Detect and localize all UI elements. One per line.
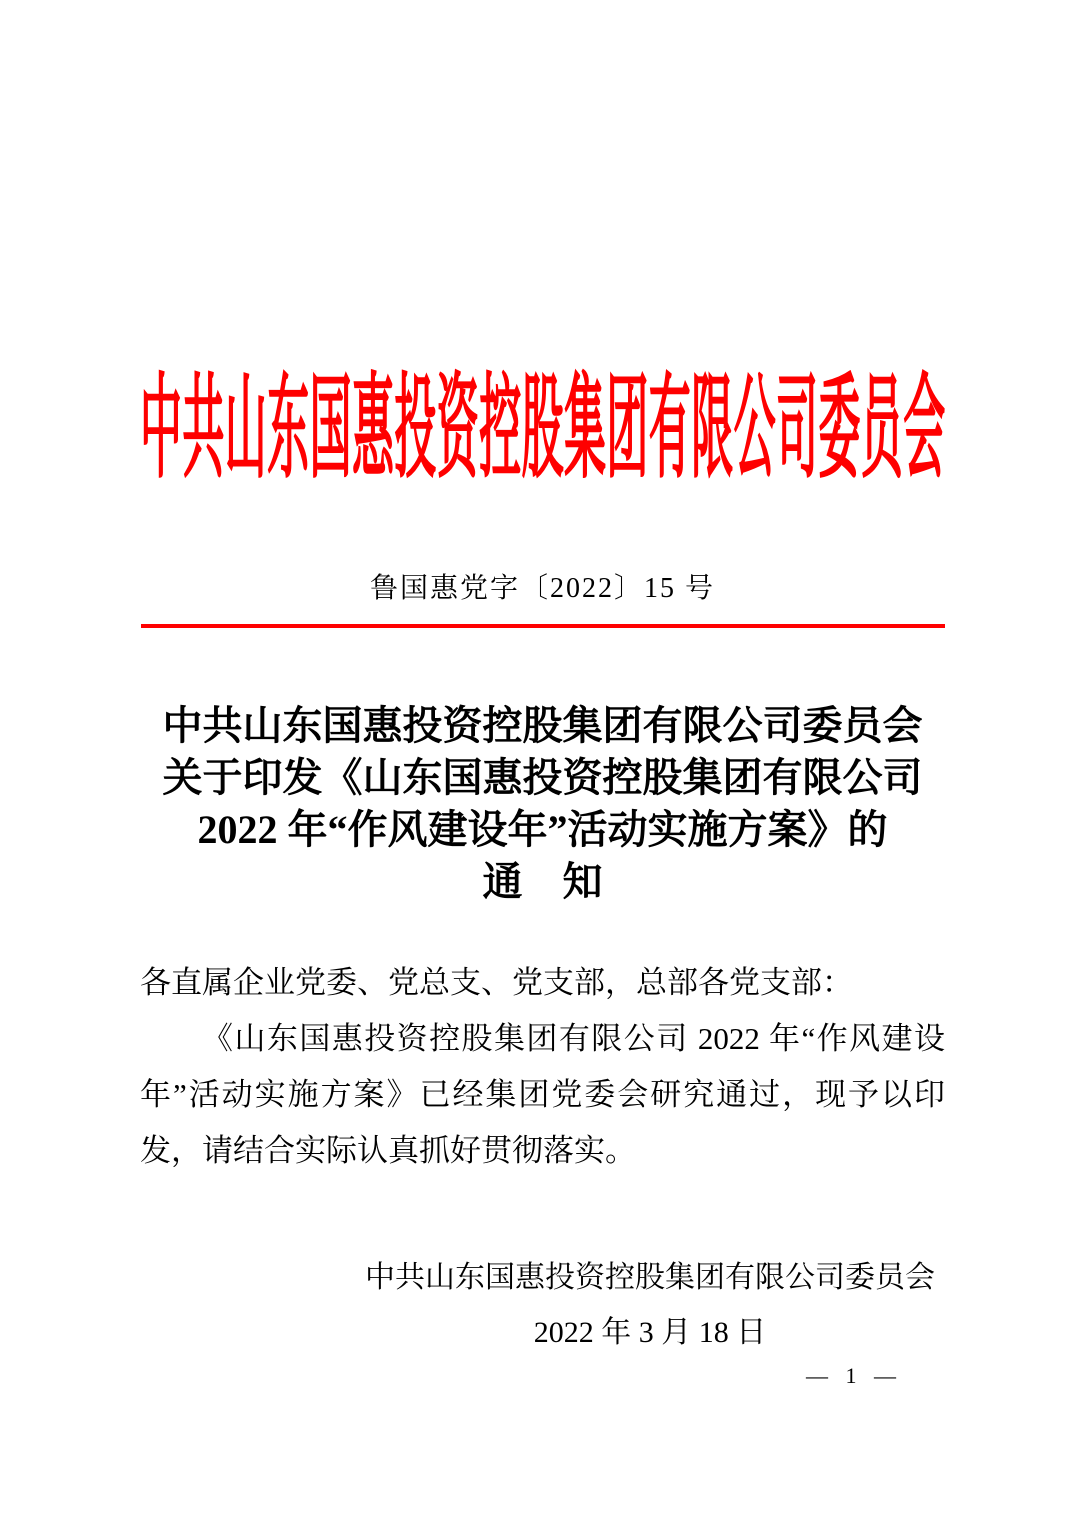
notice-body bbox=[140, 955, 945, 1179]
notice-title-line-2: 关于印发《山东国惠投资控股集团有限公司 bbox=[162, 755, 923, 800]
signature-block bbox=[140, 1250, 945, 1360]
letterhead-org-name: 中共山东国惠投资控股集团有限公司委员会 bbox=[140, 369, 946, 494]
doc-reference-number: 鲁国惠党字〔2022〕15 号 bbox=[369, 573, 715, 604]
signature-org: 中共山东国惠投资控股集团有限公司委员会 bbox=[365, 1261, 935, 1294]
signature-inner bbox=[365, 1250, 935, 1360]
signature-date: 2022 年 3 月 18 日 bbox=[533, 1316, 767, 1349]
notice-title bbox=[140, 700, 945, 908]
body-paragraph: 《山东国惠投资控股集团有限公司 2022 年“作风建设年”活动实施方案》已经集团党委会研究通过，现予以印发，请结合实际认真抓好贯彻落实。 bbox=[140, 1021, 945, 1168]
body-salutation: 各直属企业党委、党总支、党支部，总部各党支部： bbox=[140, 965, 853, 1000]
notice-title-line-4: 通 知 bbox=[482, 859, 603, 904]
red-separator-line bbox=[141, 624, 945, 628]
notice-title-line-1: 中共山东国惠投资控股集团有限公司委员会 bbox=[162, 703, 923, 748]
page-number: — 1 — bbox=[806, 1363, 902, 1388]
letterhead bbox=[140, 369, 946, 494]
notice-title-line-3: 2022 年“作风建设年”活动实施方案》的 bbox=[197, 807, 888, 852]
